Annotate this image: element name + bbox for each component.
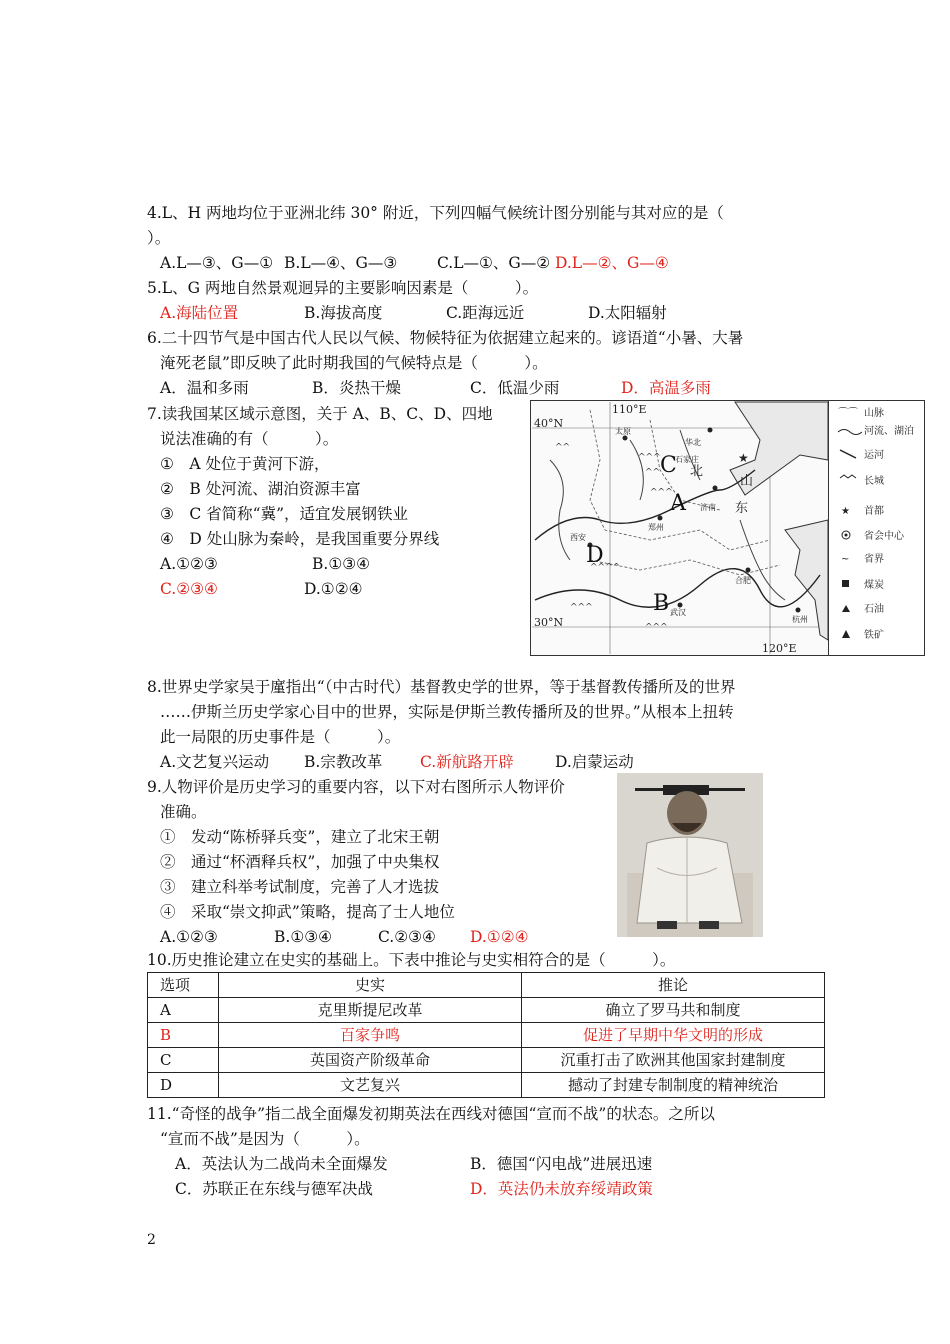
svg-text:石家庄: 石家庄 [675,455,699,464]
q8-option-b: B.宗教改革 [304,753,383,771]
q9-item-1: ① 发动“陈桥驿兵变”，建立了北宋王朝 [160,828,440,846]
table-header: 推论 [522,973,825,998]
table-cell: B [148,1023,219,1048]
map-marker-c: C [660,453,677,478]
q6-option-c: C．低温少雨 [470,379,560,397]
table-cell: 百家争鸣 [219,1023,522,1048]
svg-text:北: 北 [690,464,704,479]
svg-text:山脉: 山脉 [864,408,884,419]
q5-option-d: D.太阳辐射 [588,304,667,322]
svg-text:★: ★ [841,506,850,517]
svg-text:^^^: ^^^ [645,623,668,633]
svg-text:煤炭: 煤炭 [864,580,884,591]
svg-text:武汉: 武汉 [670,608,686,617]
q9-option-d-answer: D.①②④ [470,928,529,946]
map-lon-top: 110°E [612,403,647,416]
q8-option-a: A.文艺复兴运动 [160,753,270,771]
q10-stem: 10.历史推论建立在史实的基础上。下表中推论与史实相符合的是（ ）。 [147,951,676,969]
map-lat-bottom: 30°N [534,616,564,629]
table-row [148,998,825,1023]
q5-stem: 5.L、G 两地自然景观迥异的主要影响因素是（ ）。 [147,279,539,297]
table-cell: 确立了罗马共和制度 [522,998,825,1023]
q9-option-c: C.②③④ [378,928,436,946]
q11-option-b: B．德国“闪电战”进展迅速 [470,1155,653,1173]
svg-text:^^^: ^^^ [638,453,661,463]
table-row [148,1048,825,1073]
q7-item-3: ③ C 省简称“冀”，适宜发展钢铁业 [160,505,409,523]
svg-text:省会中心: 省会中心 [864,531,904,542]
svg-text:长城: 长城 [864,476,884,487]
q5-option-b: B.海拔高度 [304,304,383,322]
q9-item-2: ② 通过“杯酒释兵权”，加强了中央集权 [160,853,440,871]
table-row-answer [148,1023,825,1048]
q6-stem-line1: 6.二十四节气是中国古代人民以气候、物候特征为依据建立起来的。谚语道“小暑、大暑 [147,329,744,347]
svg-text:^^: ^^ [645,468,661,478]
q8-stem-line2: ……伊斯兰历史学家心目中的世界，实际是伊斯兰教传播所及的世界。”从根本上扭转 [160,703,734,721]
q4-stem-line1: 4.L、H 两地均位于亚洲北纬 30° 附近，下列四幅气候统计图分别能与其对应的是（ [147,204,724,222]
emperor-portrait-image [617,773,763,937]
svg-text:山: 山 [740,474,754,489]
table-cell: A [148,998,219,1023]
table-header-row [148,973,825,998]
svg-text:~: ~ [841,554,850,565]
q7-option-a: A.①②③ [160,555,218,573]
table-cell: 促进了早期中华文明的形成 [522,1023,825,1048]
q7-stem-line2: 说法准确的有（ ）。 [160,430,339,448]
q6-option-b: B．炎热干燥 [312,379,401,397]
q11-stem-line1: 11.“奇怪的战争”指二战全面爆发初期英法在西线对德国“宣而不战”的状态。之所以 [147,1105,715,1123]
svg-text:西安: 西安 [570,533,586,542]
svg-text:杭州: 杭州 [792,615,808,624]
svg-text:太原: 太原 [615,427,631,436]
svg-text:首都: 首都 [864,506,884,517]
table-cell: 克里斯提尼改革 [219,998,522,1023]
q8-option-c-answer: C.新航路开辟 [420,753,514,771]
q7-stem-line1: 7.读我国某区域示意图，关于 A、B、C、D、四地 [147,405,493,423]
q5-option-a-answer: A.海陆位置 [160,304,239,322]
map-lon-bottom: 120°E [762,642,797,655]
svg-text:华北: 华北 [685,438,701,447]
q7-option-b: B.①③④ [312,555,371,573]
svg-text:合肥: 合肥 [735,576,751,585]
table-cell: C [148,1048,219,1073]
q6-option-d-answer: D．高温多雨 [621,379,711,397]
table-cell: 英国资产阶级革命 [219,1048,522,1073]
svg-text:运河: 运河 [864,450,884,461]
table-cell: 撼动了封建专制制度的精神统治 [522,1073,825,1098]
q9-option-b: B.①③④ [274,928,333,946]
svg-text:^^^^: ^^^^ [590,563,621,573]
q9-stem-line1: 9.人物评价是历史学习的重要内容，以下对右图所示人物评价 [147,778,565,796]
q4-option-a: A.L—③、G—① [160,254,274,272]
svg-text:石油: 石油 [864,604,884,615]
map-lat-top: 40°N [534,417,564,430]
q11-stem-line2: “宣而不战”是因为（ ）。 [160,1130,370,1148]
q7-item-1: ① A 处位于黄河下游， [160,455,330,473]
map-marker-b: B [653,591,670,616]
svg-text:★: ★ [738,451,749,465]
region-map-figure [530,400,925,656]
table-header: 史实 [219,973,522,998]
q11-option-d-answer: D．英法仍未放弃绥靖政策 [470,1180,653,1198]
svg-text:省界: 省界 [864,554,884,565]
svg-text:东: 东 [735,501,749,516]
q11-option-a: A．英法认为二战尚未全面爆发 [175,1155,388,1173]
page-number: 2 [147,1232,156,1248]
q9-item-3: ③ 建立科举考试制度，完善了人才选拔 [160,878,440,896]
q8-stem-line3: 此一局限的历史事件是（ ）。 [160,728,401,746]
table-cell: 沉重打击了欧洲其他国家封建制度 [522,1048,825,1073]
q6-option-a: A．温和多雨 [160,379,249,397]
table-row [148,1073,825,1098]
q4-option-b: B.L—④、G—③ [284,254,398,272]
table-cell: 文艺复兴 [219,1073,522,1098]
svg-text:^^: ^^ [555,443,571,453]
q6-stem-line2: 淹死老鼠”即反映了此时期我国的气候特点是（ ）。 [160,354,548,372]
map-marker-d: D [586,543,604,568]
q9-stem-line2: 准确。 [160,803,207,821]
q4-stem-line2: ）。 [147,229,171,247]
svg-text:^^^: ^^^ [570,603,593,613]
q7-option-d: D.①②④ [304,580,363,598]
map-marker-a: A [670,491,686,516]
q9-option-a: A.①②③ [160,928,218,946]
q7-option-c-answer: C.②③④ [160,580,218,598]
q10-table [147,972,825,1098]
q9-item-4: ④ 采取“崇文抑武”策略，提高了士人地位 [160,903,455,921]
q8-stem-line1: 8.世界史学家吴于廑指出“（中古时代）基督教史学的世界，等于基督教传播所及的世界 [147,678,736,696]
q7-item-2: ② B 处河流、湖泊资源丰富 [160,480,361,498]
q4-option-c: C.L—①、G—② [437,254,551,272]
svg-text:⌒⌒: ⌒⌒ [838,408,858,419]
svg-text:铁矿: 铁矿 [864,630,884,641]
q11-option-c: C．苏联正在东线与德军决战 [175,1180,373,1198]
svg-text:济南: 济南 [700,503,716,512]
svg-text:^^^: ^^^ [650,488,673,498]
q8-option-d: D.启蒙运动 [555,753,634,771]
svg-text:郑州: 郑州 [648,523,664,532]
q5-option-c: C.距海远近 [446,304,525,322]
q4-option-d-answer: D.L—②、G—④ [555,254,669,272]
q7-item-4: ④ D 处山脉为秦岭，是我国重要分界线 [160,530,440,548]
table-header: 选项 [148,973,219,998]
table-cell: D [148,1073,219,1098]
svg-text:河流、湖泊: 河流、湖泊 [864,426,914,437]
